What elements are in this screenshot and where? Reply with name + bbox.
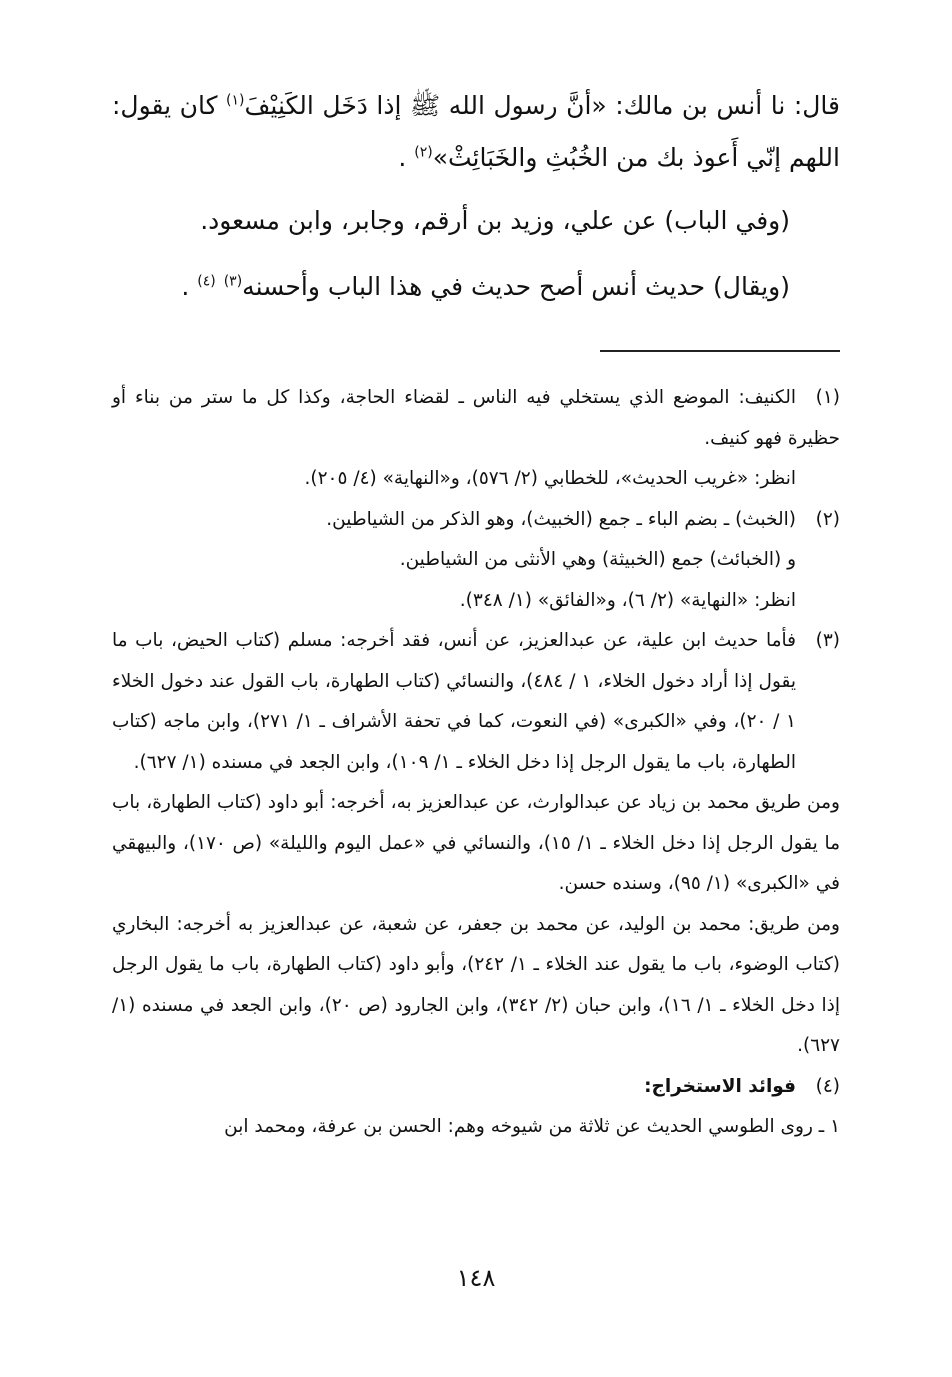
footnote-3-paragraph-2: ومن طريق محمد بن زياد عن عبدالوارث، عن عبدالعزيز به، أخرجه: أبو داود (كتاب الطهارة، باب ما يقول الرجل إذا دخل الخلاء ـ ١/ ١٥)، والنسائي في «عمل اليوم والليلة» (ص ١٧٠)، والبيهقي في «الكبرى» (١/ ٩٥)، وسنده حسن. bbox=[112, 792, 841, 894]
footnote-2-line: و (الخبائث) جمع (الخبيثة) وهي الأنثى من الشياطين. bbox=[399, 549, 796, 570]
footnote-4-item-1: ١ ـ روى الطوسي الحديث عن ثلاثة من شيوخه وهم: الحسن بن عرفة، ومحمد ابن bbox=[224, 1116, 840, 1137]
footnote-separator bbox=[600, 350, 840, 352]
footnote-3-paragraph-3: ومن طريق: محمد بن الوليد، عن محمد بن جعفر، عن شعبة، عن عبدالعزيز به أخرجه: البخاري (كتاب الوضوء، باب ما يقول عند الخلاء ـ ١/ ٢٤٢)، وأبو داود (كتاب الطهارة، باب ما يقول الرجل إذا دخل الخلاء ـ ١/ ١٦)، وابن حبان (٢/ ٣٤٢)، وابن الجارود (ص ٢٠)، وابن الجعد في مسنده (١/ ٦٢٧). bbox=[112, 913, 841, 1056]
footnote-3 bbox=[112, 621, 840, 783]
hadith-continuation: كان يقول: اللهم إنّي أَعوذ بك من الخُبُثِ والخَبَائِثْ» bbox=[112, 91, 840, 172]
footnote-number: (٢) bbox=[815, 508, 840, 530]
footnote-2 bbox=[112, 500, 840, 541]
bab-paragraph: (وفي الباب) عن علي، وزيد بن أرقم، وجابر، وابن مسعود. bbox=[200, 206, 790, 235]
footnote-marker-2: (٢) bbox=[414, 144, 433, 161]
yuqal-line: (ويقال) حديث أنس أصح حديث في هذا الباب وأحسنه bbox=[242, 272, 790, 301]
yuqal-end: . bbox=[181, 272, 190, 301]
footnote-1 bbox=[112, 378, 840, 459]
footnote-2-reference: انظر: «النهاية» (٢/ ٦)، و«الفائق» (١/ ٣٤٨). bbox=[459, 589, 796, 611]
yuqal-paragraph bbox=[112, 258, 840, 316]
main-text bbox=[112, 80, 840, 316]
footnote-heading: فوائد الاستخراج: bbox=[644, 1075, 796, 1097]
footnote-text: الكنيف: الموضع الذي يستخلي فيه الناس ـ لقضاء الحاجة، وكذا كل ما ستر من بناء أو حظيرة فهو كنيف. bbox=[112, 387, 840, 449]
footnote-text: فأما حديث ابن علية، عن عبدالعزيز، عن أنس، فقد أخرجه: مسلم (كتاب الحيض، باب ما يقول إذا أراد دخول الخلاء، ١ / ٤٨٤)، والنسائي (كتاب الطهارة، باب القول عند دخول الخلاء ١ / ٢٠)، وفي «الكبرى» (في النعوت، كما في تحفة الأشراف ـ ١/ ٢٧١)، وابن ماجه (كتاب الطهارة، باب ما يقول الرجل إذا دخل الخلاء ـ ١/ ١٠٩)، وابن الجعد في مسنده (١/ ٦٢٧). bbox=[112, 630, 797, 773]
footnote-number: (٣) bbox=[815, 630, 840, 651]
footnote-text: (الخبث) ـ بضم الباء ـ جمع (الخبيث)، وهو الذكر من الشياطين. bbox=[326, 508, 796, 530]
hadith-paragraph bbox=[112, 80, 840, 184]
footnote-1-reference: انظر: «غريب الحديث»، للخطابي (٢/ ٥٧٦)، و«النهاية» (٤/ ٢٠٥). bbox=[304, 468, 796, 489]
footnote-marker-1: (١) bbox=[226, 92, 245, 109]
footnote-marker-3: (٣) bbox=[223, 273, 243, 290]
page-number: ١٤٨ bbox=[456, 1264, 496, 1292]
hadith-line: قال: نا أنس بن مالك: «أنَّ رسول الله ﷺ إذا دَخَل الكَنِيْفَ bbox=[244, 91, 840, 120]
footnote-marker-4: (٤) bbox=[197, 273, 216, 290]
footnote-number: (٤) bbox=[815, 1075, 840, 1097]
footnote-4 bbox=[112, 1067, 840, 1108]
footnotes bbox=[112, 378, 840, 1148]
hadith-end: . bbox=[398, 143, 407, 172]
footnote-number: (١) bbox=[815, 387, 840, 408]
